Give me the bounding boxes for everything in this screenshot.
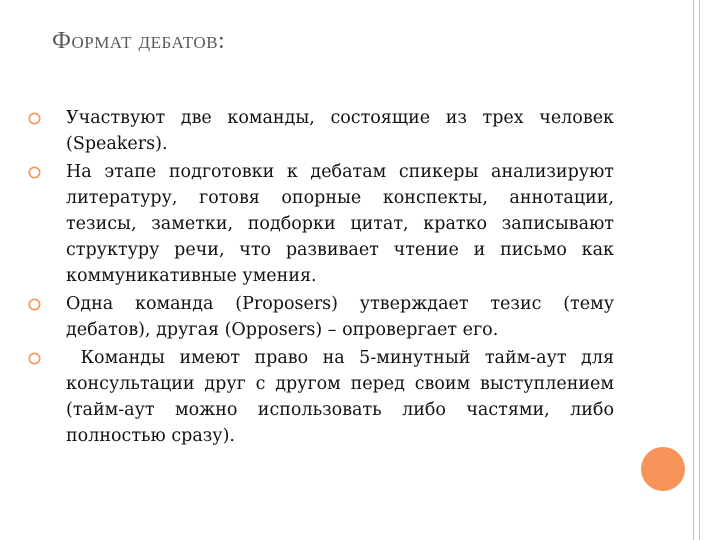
decorative-orange-circle: [641, 447, 685, 491]
list-item: [28, 159, 614, 289]
slide-title: Формат дебатов:: [52, 28, 226, 54]
list-item-text: Команды имеют право на 5-минутный тайм-аут для консультации друг с другом перед своим выступлением (тайм-аут можно использовать либо частями, либо полностью сразу).: [66, 348, 620, 446]
circle-bullet-icon: [28, 298, 41, 311]
circle-bullet-icon: [28, 166, 41, 179]
circle-bullet-icon: [28, 112, 41, 125]
bullet-list: [28, 105, 620, 449]
decorative-vertical-line: [699, 0, 700, 540]
circle-bullet-icon: [28, 352, 41, 365]
list-item-text: Участвуют две команды, состоящие из трех человек (Speakers).: [66, 108, 614, 154]
decorative-vertical-line: [693, 0, 694, 540]
list-item: [28, 345, 620, 449]
list-item-text: Одна команда (Proposers) утверждает тезис (тему дебатов), другая (Opposers) – опровергает его.: [66, 294, 614, 340]
list-item-text: На этапе подготовки к дебатам спикеры анализируют литературу, готовя опорные конспекты, аннотации, тезисы, заметки, подборки цитат, кратко записывают структуру речи, что развивает чтение и письмо как коммуникативные умения.: [66, 162, 614, 286]
list-item: [28, 105, 614, 157]
list-item: [28, 291, 614, 343]
